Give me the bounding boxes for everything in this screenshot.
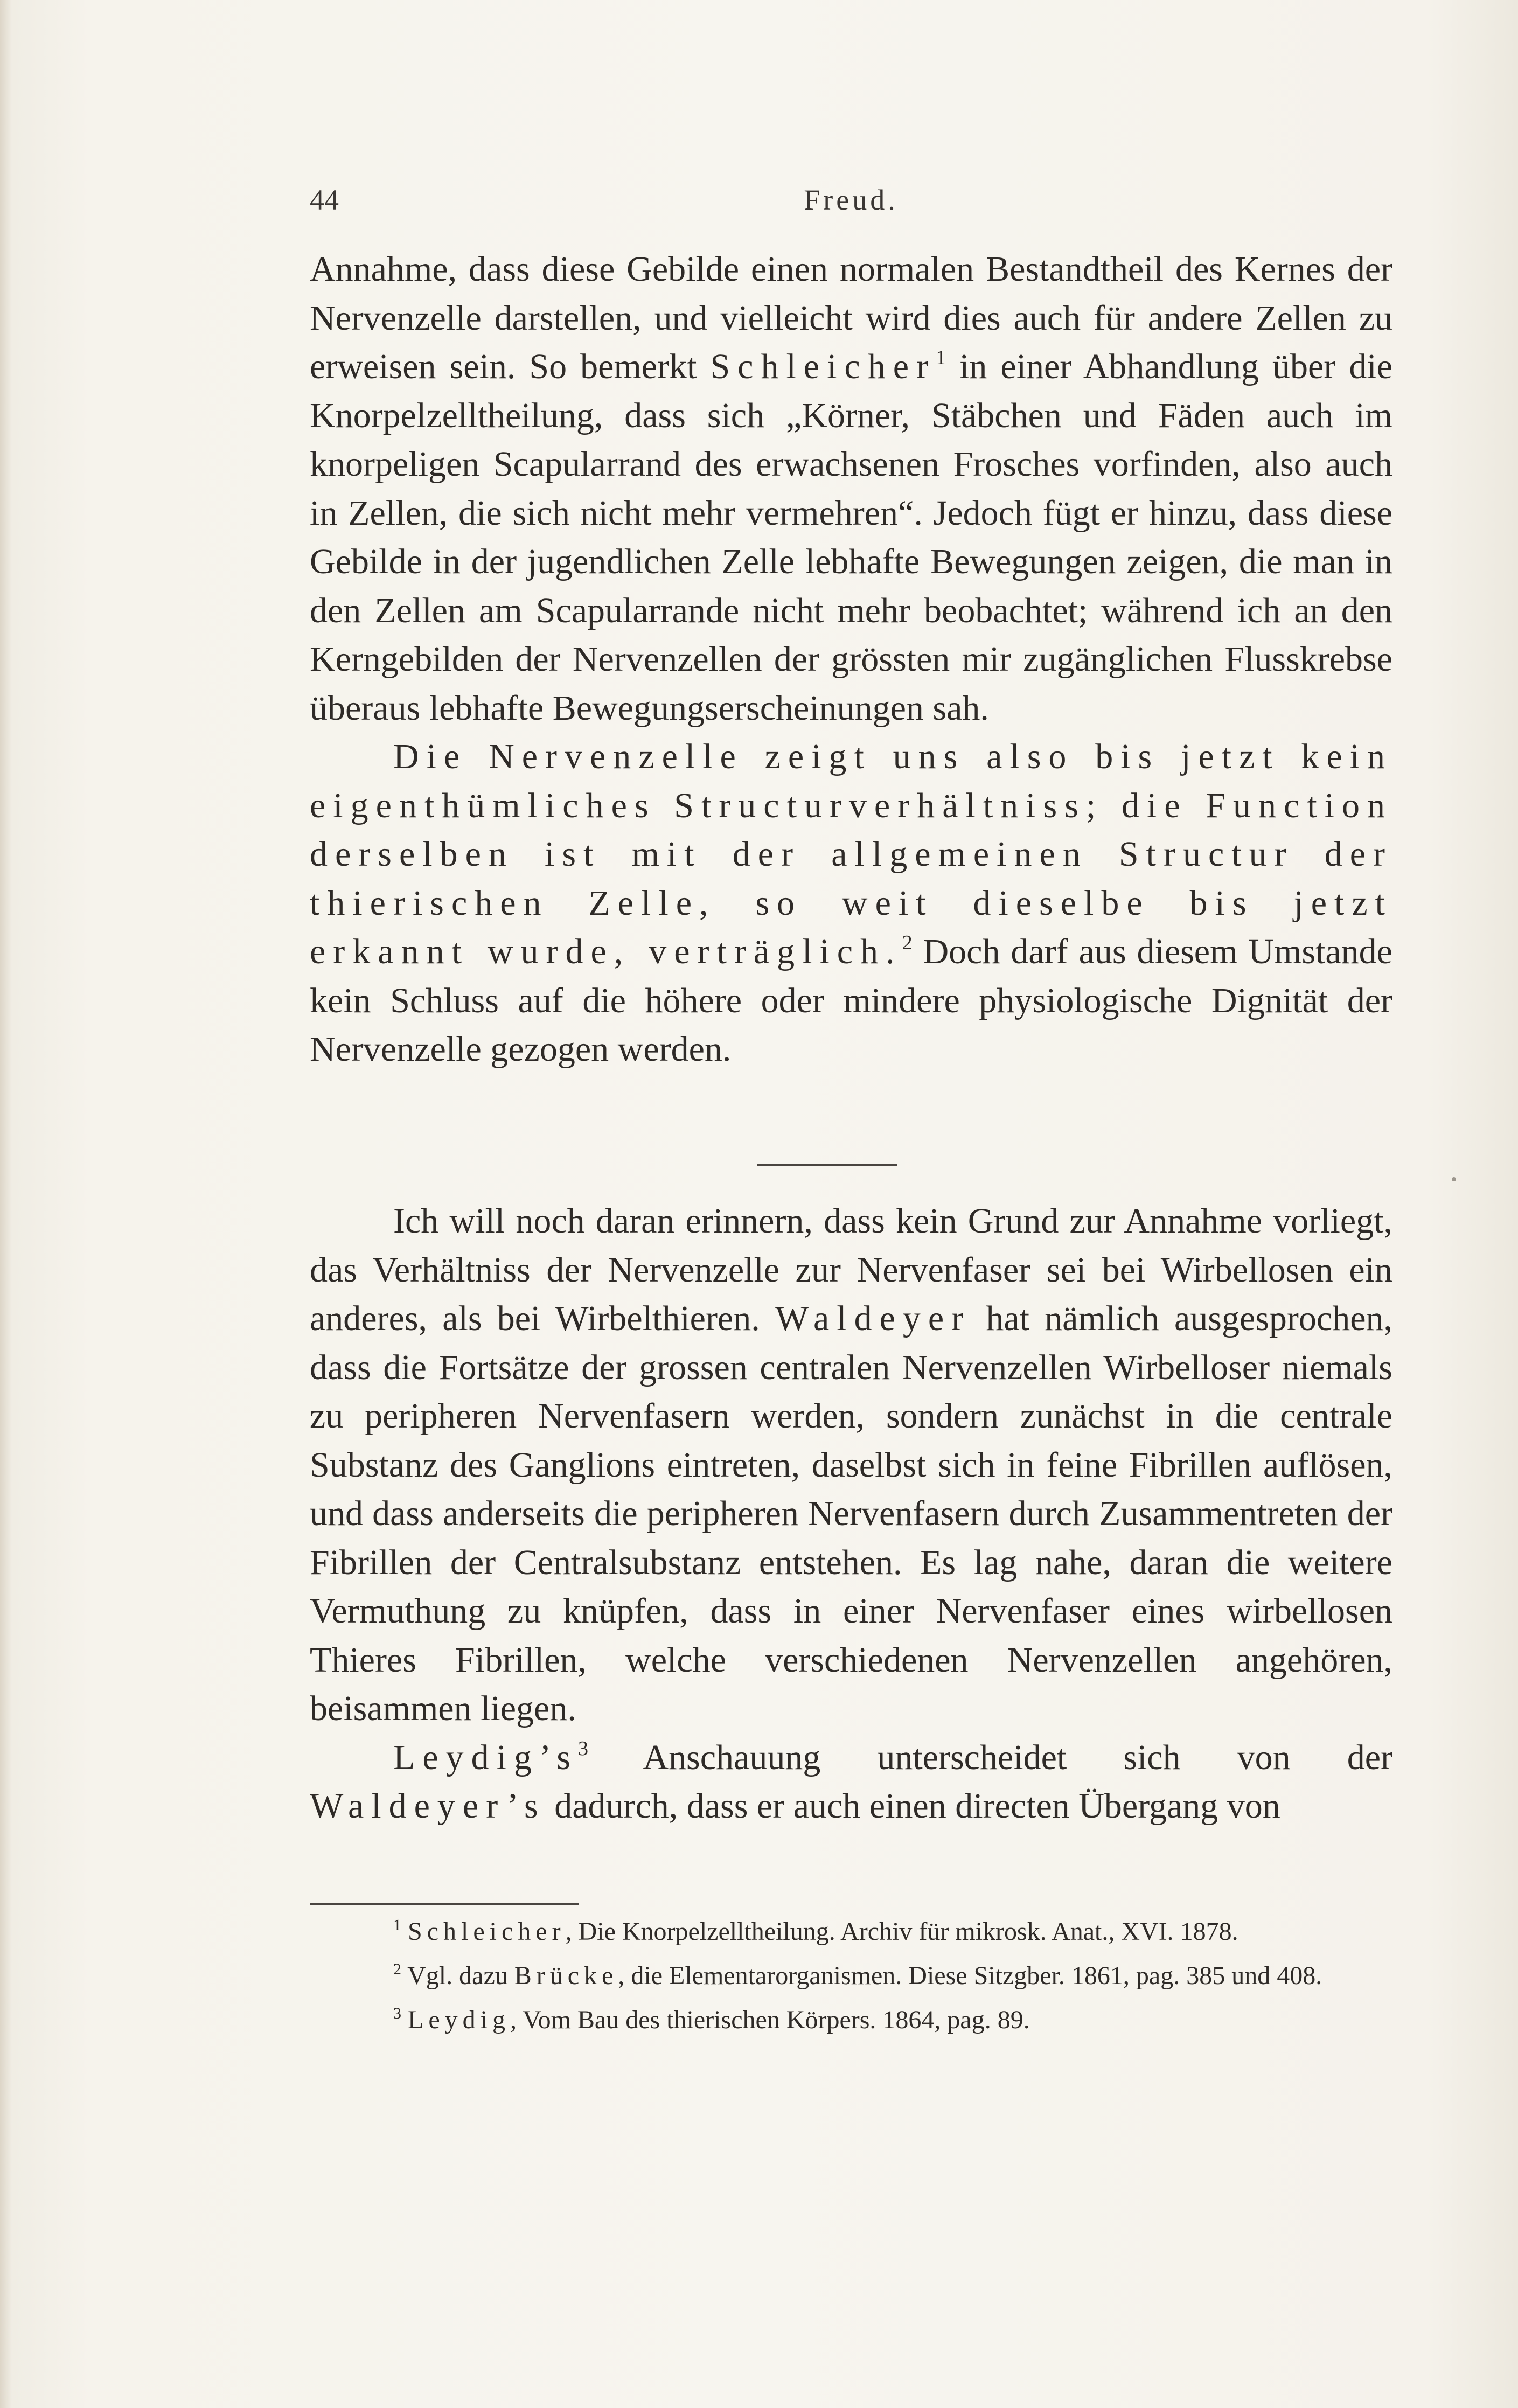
- main-text-section-1: [310, 245, 1392, 1074]
- paragraph-4: $Leydig’s^3$ Anschauung unterscheidet sich von der Waldeyer’s dadurch, dass er auch einen directen Übergang von: [310, 1737, 1392, 1826]
- footnote-ref-1: 1: [936, 346, 946, 369]
- page-edge-shadow: [0, 0, 12, 2408]
- footnotes: [310, 1910, 1392, 2042]
- footnote-3: $^3$ Leydig, Vom Bau des thierischen Körpers. 1864, pag. 89.: [393, 2005, 1030, 2034]
- page-number: 44: [310, 184, 339, 216]
- paragraph-1: Annahme, dass diese Gebilde einen normalen Bestandtheil des Kernes der Nervenzelle darstellen, und vielleicht wird dies auch für andere Zellen zu erweisen sein. So bemerkt Schleicher$^1$ in einer Abhandlung über die Knorpelzelltheilung, dass sich „Körner, Stäbchen und Fäden auch im knorpeligen Scapularrand des erwachsenen Frosches vorfinden, also auch in Zellen, die sich nicht mehr vermehren“. Jedoch fügt er hinzu, dass diese Gebilde in der jugendlichen Zelle lebhafte Bewegungen zeigen, die man in den Zellen am Scapularrande nicht mehr beobachtet; während ich an den Kerngebilden der Nervenzellen der grössten mir zugänglichen Flusskrebse überaus lebhafte Bewegungserscheinungen sah.: [310, 249, 1393, 728]
- author-name-leydig: Leydig’s: [393, 1737, 578, 1777]
- section-divider: [757, 1164, 897, 1166]
- paper-speck: [1452, 1177, 1456, 1181]
- main-text-section-2: [310, 1197, 1392, 1831]
- running-title: Freud.: [804, 184, 899, 216]
- page-header: [310, 183, 1392, 226]
- footnote-ref-3: 3: [577, 1737, 588, 1760]
- footnote-ref-2: 2: [902, 931, 913, 954]
- author-name-schleicher: Schleicher: [710, 347, 936, 386]
- footnote-1: $^1$ Schleicher, Die Knorpelzelltheilung. Archiv für mikrosk. Anat., XVI. 1878.: [393, 1916, 1238, 1946]
- paragraph-3: Ich will noch daran erinnern, dass kein Grund zur Annahme vorliegt, das Verhältniss der Nervenzelle zur Nervenfaser sei bei Wirbellosen ein anderes, als bei Wirbelthieren. Waldeyer hat nämlich ausgesprochen, dass die Fortsätze der grossen centralen Nervenzellen Wirbelloser niemals zu peripheren Nervenfasern werden, sondern zunächst in die centrale Substanz des Ganglions eintreten, daselbst sich in feine Fibrillen auflösen, und dass anderseits die peripheren Nervenfasern durch Zusammentreten der Fibrillen der Centralsubstanz entstehen. Es lag nahe, daran die weitere Vermuthung zu knüpfen, dass in einer Nervenfaser eines wirbellosen Thieres Fibrillen, welche verschiedenen Nervenzellen angehören, beisammen liegen.: [310, 1201, 1392, 1728]
- spaced-emphasis: Die Nervenzelle zeigt uns also bis jetzt kein eigenthümliches Structurverhältniss; die Function derselben ist mit der allgemeinen Structur der thierischen Zelle, so weit dieselbe bis jetzt erkannt wurde, verträglich.: [310, 737, 1392, 971]
- footnote-rule: [310, 1903, 579, 1905]
- author-name-waldeyers: Waldeyer’s: [310, 1786, 546, 1826]
- paragraph-2: Die Nervenzelle zeigt uns also bis jetzt kein eigenthümliches Structurverhältniss; die Function derselben ist mit der allgemeinen Structur der thierischen Zelle, so weit dieselbe bis jetzt erkannt wurde, verträglich.$^2$ Doch darf aus diesem Umstande kein Schluss auf die höhere oder mindere physiologische Dignität der Nervenzelle gezogen werden.: [310, 737, 1392, 1069]
- footnote-2: $^2$ Vgl. dazu Brücke, die Elementarorganismen. Diese Sitzgber. 1861, pag. 385 und 408.: [393, 1960, 1322, 1990]
- author-name-waldeyer: Waldeyer: [775, 1299, 971, 1338]
